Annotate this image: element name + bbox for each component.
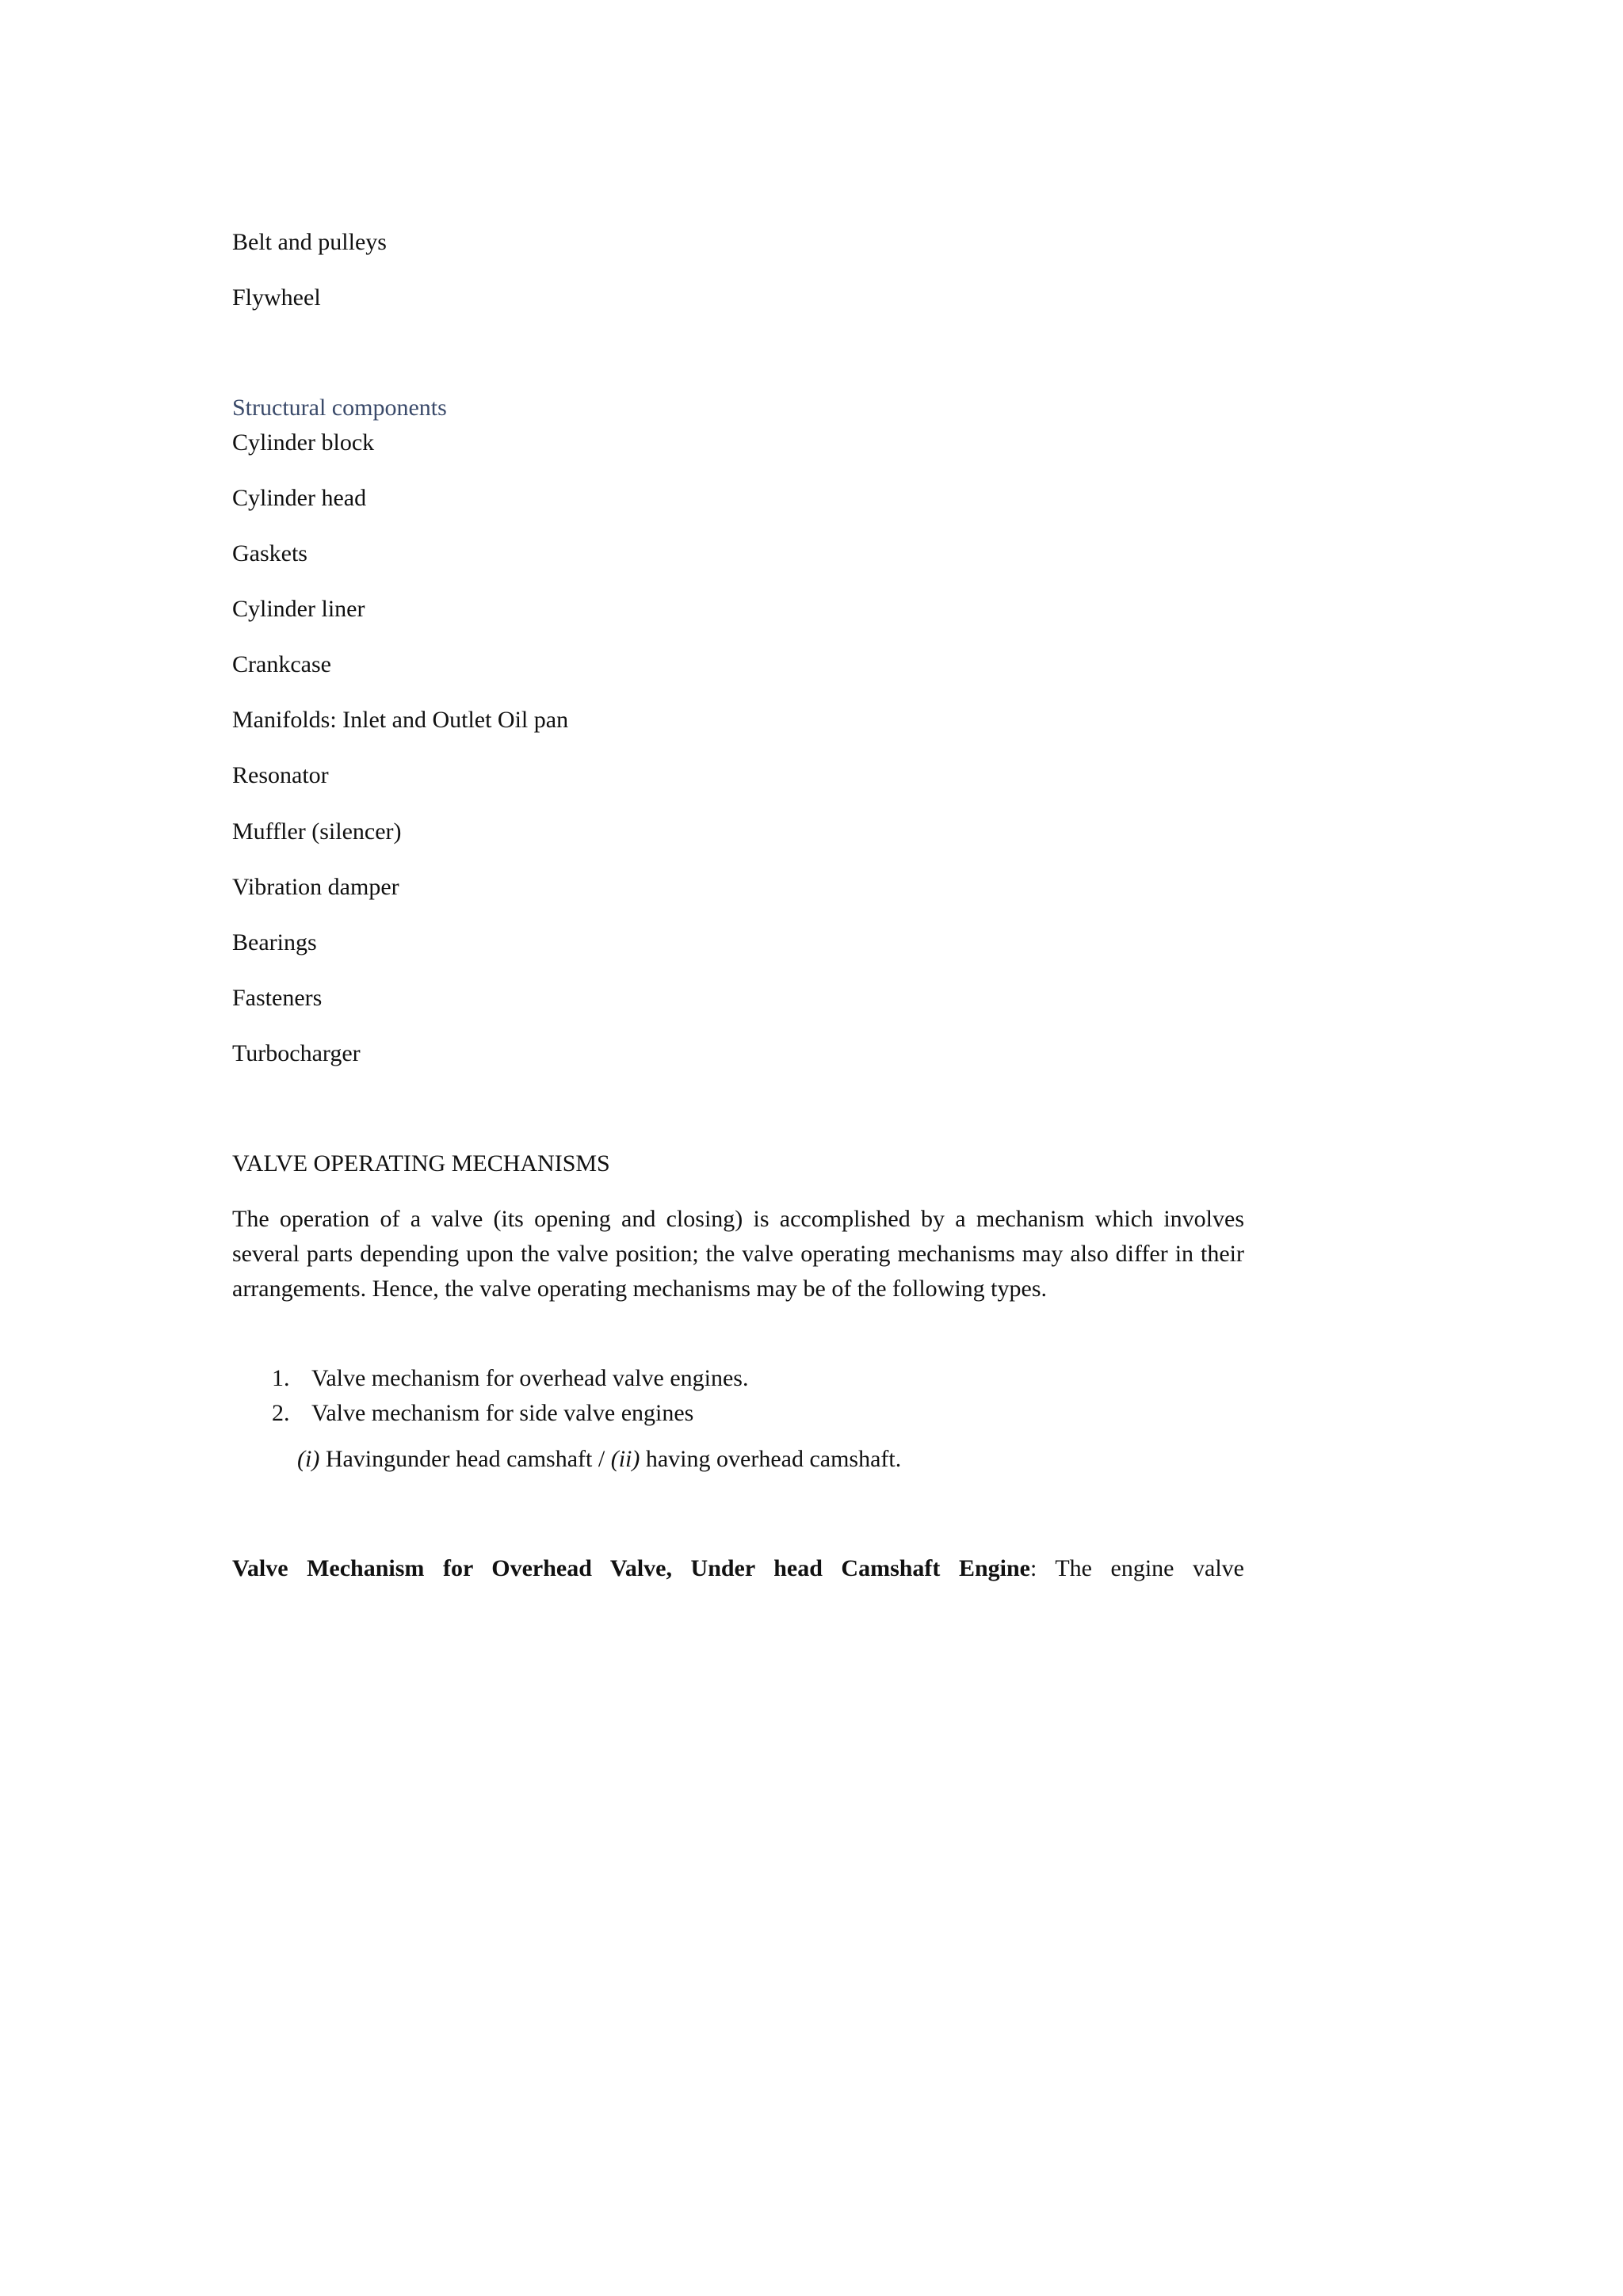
structural-item: Turbocharger xyxy=(232,1040,361,1066)
list-text: Valve mechanism for overhead valve engines. xyxy=(311,1365,749,1391)
sub-text-ii: having overhead camshaft. xyxy=(640,1446,902,1472)
structural-item: Cylinder head xyxy=(232,485,367,511)
list-item xyxy=(232,1361,748,1396)
item-flywheel: Flywheel xyxy=(232,284,321,311)
sub-label-i: (i) xyxy=(297,1446,320,1472)
structural-item: Vibration damper xyxy=(232,874,399,900)
structural-item: Muffler (silencer) xyxy=(232,818,402,845)
list-number: 2. xyxy=(272,1400,290,1426)
final-paragraph-bold: Valve Mechanism for Overhead Valve, Under head Camshaft Engine xyxy=(232,1555,1030,1581)
final-paragraph-rest: : The engine valve xyxy=(1029,1555,1244,1581)
structural-item: Gaskets xyxy=(232,540,307,566)
valve-intro-paragraph: The operation of a valve (its opening and closing) is accomplished by a mechanism which involves several parts depending upon the valve position; the valve operating mechanisms may also differ in their arrangements. Hence, the valve operating mechanisms may be of the following types. xyxy=(232,1206,1244,1302)
sub-options-line xyxy=(297,1445,901,1474)
sub-label-ii: (ii) xyxy=(610,1446,640,1472)
list-number: 1. xyxy=(272,1365,290,1391)
structural-item: Resonator xyxy=(232,762,329,788)
section-heading-structural: Structural components xyxy=(232,395,447,421)
structural-item: Cylinder liner xyxy=(232,596,365,622)
structural-item: Cylinder block xyxy=(232,429,375,456)
list-text: Valve mechanism for side valve engines xyxy=(311,1400,694,1426)
item-belt-and-pulleys: Belt and pulleys xyxy=(232,229,387,255)
structural-item: Bearings xyxy=(232,929,317,955)
list-item xyxy=(232,1396,748,1431)
valve-types-list xyxy=(232,1361,748,1431)
structural-item: Crankcase xyxy=(232,651,331,677)
structural-item: Manifolds: Inlet and Outlet Oil pan xyxy=(232,707,569,733)
structural-item: Fasteners xyxy=(232,985,323,1011)
final-paragraph xyxy=(232,1554,1244,1583)
section-heading-valve: VALVE OPERATING MECHANISMS xyxy=(232,1150,610,1177)
sub-text-i: Havingunder head camshaft / xyxy=(319,1446,611,1472)
